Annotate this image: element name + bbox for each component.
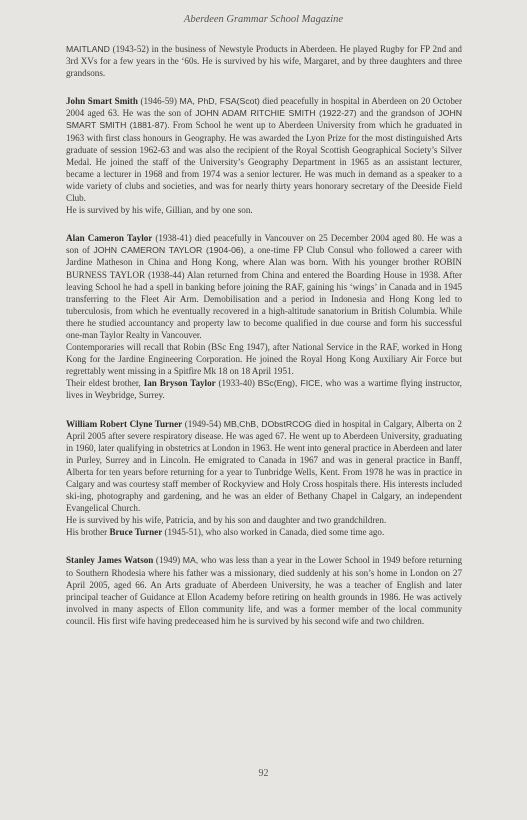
- qualifications: MA,: [182, 555, 199, 566]
- obituary-alan-cameron-taylor: [66, 232, 462, 401]
- obituaries-column: [66, 43, 462, 643]
- relative-name: JOHN CAMERON TAYLOR (1904-06),: [93, 245, 247, 256]
- relative-name: Bruce Turner: [109, 527, 163, 538]
- relative-name: Ian Bryson Taylor: [143, 378, 216, 389]
- person-name: Alan Cameron Taylor: [66, 233, 153, 244]
- obituary-stanley-watson: [66, 554, 462, 627]
- running-header: Aberdeen Grammar School Magazine: [183, 14, 344, 25]
- obituary-text: who was less than a year in the Lower School in 1949 before returning to Southern Rhodesia where his father was a missionary, died suddenly at his son’s home in London on 27 April 2005, aged 66. An Arts graduate of Aberdeen University, he was a teacher of English and later principal teacher of Guidance at Ellon Academy before retiring on health grounds in 1986. He was actively involved in many aspects of Ellon community life, and was a former member of the local community council. His first wife having predeceased him he is survived by his second wife and two children.: [66, 555, 462, 626]
- obituary-text: From School he went up to Aberdeen University from which he graduated in 1963 with first class honours in Geography. He was awarded the Lyon Prize for the most distinguished Arts graduate of session 1962-63 and was also the recipient of the Royal Scottish Geographical Society’s Silver Medal. He joined the staff of the University’s Geography Department in 1965 as an assistant lecturer, became a lecturer in 1968 and from 1974 was a senior lecturer. He was much in demand as a speaker to a wide variety of clubs and societies, and was for nearly thirty years honorary secretary of the Deeside Field Club.: [66, 120, 463, 204]
- obituary-text: a one-time FP Club Consul who followed a career with Jardine Matheson in China and Hong Kong, where Alan was born. With his younger brother ROBIN BURNESS TAYLOR (1938-44) Alan returned from China and entered the Boarding House in 1938. After leaving School he had a spell in banking before joining the RAF, gaining his ‘wings’ in Canada and in 1945 transferring to the Fleet Air Arm. Demobilisation and a period in Indonesia and Hong Kong led to tuberculosis, from which he eventually recovered in a high-altitude sanatorium in British Columbia. While there he studied accountancy and property law to become qualified in due course and form his successful one-man Taylor Realty in Vancouver.: [66, 245, 463, 340]
- paragraph: [66, 43, 462, 79]
- obituary-text: died in hospital in Calgary, Alberta on 2 April 2005 after severe respiratory disease. He was aged 67. He went up to Aberdeen University, graduating in 1960, later qualifying in obstetrics at London in 1963. He went into general practice in Aberdeen and later in Purley, Surrey and in Lincoln. He emigrated to Canada in 1967 and was in general practice in Banff, Alberta for ten years before returning for a year to Tunbridge Wells, Kent. From 1978 he was in practice in Calgary and was courtesy staff member of Rockyview and Holy Cross hospitals there. His interests included ski-ing, photography and gardening, and he was an elder of Bethany Chapel in Calgary, an independent Evangelical Church.: [66, 418, 462, 514]
- qualifications: MB,ChB, DObstRCOG: [223, 418, 312, 429]
- paragraph: Contemporaries will recall that Robin (BSc Eng 1947), after National Service in the RAF, worked in Hong Kong for the Jardine Engineering Corporation. He joined the Royal Hong Kong Auxiliary Air Force but regrettably went missing in a Spitfire Mk 18 on 18 April 1951.: [66, 342, 462, 377]
- obituary-william-turner: [66, 418, 462, 539]
- relative-name: JOHN SMART SMITH (1881-87).: [66, 108, 463, 131]
- relative-name: JOHN ADAM RITCHIE SMITH (1922-27): [195, 108, 357, 119]
- school-years: (1946-59): [140, 96, 177, 107]
- person-name: William Robert Clyne Turner: [66, 418, 183, 429]
- paragraph: He is survived by his wife, Gillian, and by one son.: [66, 205, 253, 216]
- paragraph: Their eldest brother, Ian Bryson Taylor (1933-40) BSc(Eng), FICE, who was a wartime flying instructor, lives in Weybridge, Surrey.: [66, 378, 462, 401]
- paragraph: [66, 95, 462, 204]
- paragraph: [66, 418, 462, 515]
- paragraph: [66, 554, 462, 627]
- obituary-john-smart-smith: [66, 95, 462, 216]
- qualifications: MA, PhD, FSA(Scot): [179, 96, 260, 107]
- qualifications: BSc(Eng), FICE,: [257, 378, 323, 389]
- school-years: (1949-54): [184, 418, 222, 429]
- obituary-text: died peacefully in hospital in Aberdeen on 20 October 2004 aged 63. He was the son of: [66, 96, 463, 119]
- person-name: Stanley James Watson: [66, 555, 154, 566]
- person-name: MAITLAND: [66, 44, 110, 54]
- paragraph: He is survived by his wife, Patricia, and by his son and daughter and two grandchildren.: [66, 515, 387, 526]
- school-years: (1949): [155, 555, 181, 566]
- obituary-maitland: [66, 43, 462, 79]
- paragraph: [66, 232, 462, 341]
- obituary-text: and the grandson of: [360, 108, 436, 119]
- person-name: John Smart Smith: [66, 96, 138, 107]
- paragraph: His brother Bruce Turner (1945-51), who also worked in Canada, died some time ago.: [66, 527, 385, 538]
- obituary-text: (1938-41) died peacefully in Vancouver on 25 December 2004 aged 80. He was a son of: [66, 233, 462, 256]
- page-number: 92: [258, 768, 269, 779]
- obituary-text: (1943-52) in the business of Newstyle Products in Aberdeen. He played Rugby for FP 2nd and 3rd XVs for a few years in the ‘60s. He is survived by his wife, Margaret, and by three daughters and three grandsons.: [66, 44, 462, 79]
